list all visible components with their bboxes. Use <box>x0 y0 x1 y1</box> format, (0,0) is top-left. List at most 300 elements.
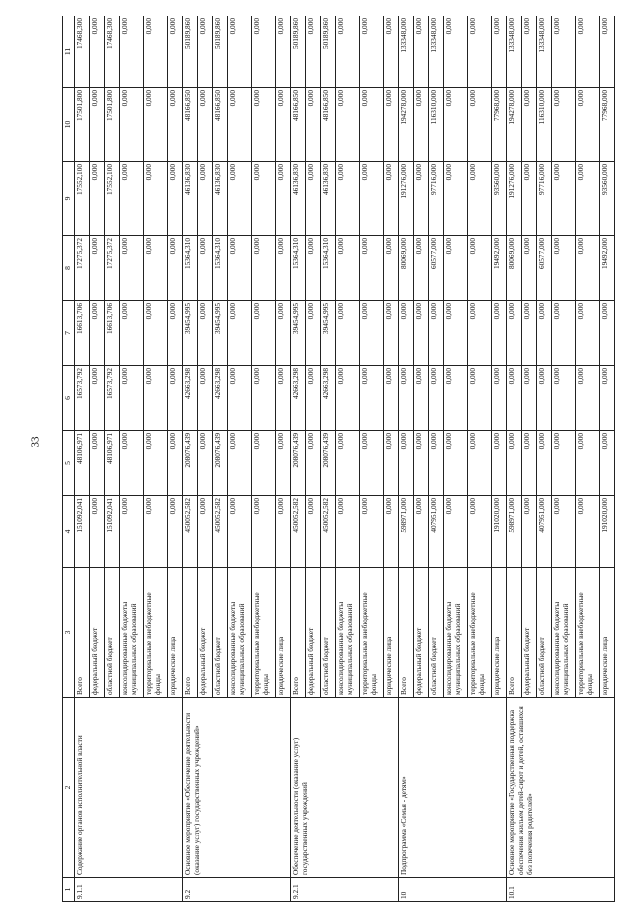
amount-cell: 48166,850 <box>321 88 336 162</box>
column-number: 7 <box>63 301 75 366</box>
amount-cell: 15364,310 <box>291 236 306 301</box>
amount-cell: 191020,000 <box>492 496 507 568</box>
amount-cell: 0,000 <box>198 88 213 162</box>
amount-cell: 0,000 <box>468 16 492 88</box>
amount-cell: 0,000 <box>306 366 321 431</box>
amount-cell: 0,000 <box>384 16 399 88</box>
amount-cell: 0,000 <box>414 366 429 431</box>
amount-cell: 0,000 <box>228 236 252 301</box>
amount-cell: 0,000 <box>552 431 576 496</box>
amount-cell: 0,000 <box>384 366 399 431</box>
amount-cell: 0,000 <box>468 236 492 301</box>
amount-cell: 450052,582 <box>291 496 306 568</box>
amount-cell: 0,000 <box>168 88 183 162</box>
funding-source: областной бюджет <box>213 568 228 698</box>
amount-cell: 208076,439 <box>291 431 306 496</box>
amount-cell: 0,000 <box>144 431 168 496</box>
amount-cell: 0,000 <box>552 236 576 301</box>
amount-cell: 15364,310 <box>213 236 228 301</box>
amount-cell: 0,000 <box>360 16 384 88</box>
amount-cell: 133348,000 <box>537 16 552 88</box>
amount-cell: 407951,000 <box>537 496 552 568</box>
amount-cell: 0,000 <box>444 431 468 496</box>
amount-cell: 0,000 <box>600 431 615 496</box>
amount-cell: 0,000 <box>576 366 600 431</box>
amount-cell: 0,000 <box>90 301 105 366</box>
amount-cell: 0,000 <box>90 366 105 431</box>
column-number: 10 <box>63 88 75 162</box>
amount-cell: 0,000 <box>90 236 105 301</box>
amount-cell: 0,000 <box>120 16 144 88</box>
amount-cell: 133348,000 <box>429 16 444 88</box>
amount-cell: 0,000 <box>120 162 144 236</box>
amount-cell: 116310,000 <box>429 88 444 162</box>
amount-cell: 80069,000 <box>399 236 414 301</box>
amount-cell: 0,000 <box>414 16 429 88</box>
amount-cell: 0,000 <box>576 88 600 162</box>
amount-cell: 0,000 <box>228 301 252 366</box>
amount-cell: 0,000 <box>276 366 291 431</box>
amount-cell: 133348,000 <box>399 16 414 88</box>
amount-cell: 151092,041 <box>75 496 90 568</box>
funding-source: федеральный бюджет <box>198 568 213 698</box>
amount-cell: 0,000 <box>252 162 276 236</box>
funding-source: юридические лица <box>384 568 399 698</box>
rotated-page <box>62 16 640 902</box>
amount-cell: 450052,582 <box>213 496 228 568</box>
amount-cell: 0,000 <box>522 431 537 496</box>
amount-cell: 77968,000 <box>492 88 507 162</box>
amount-cell: 0,000 <box>384 496 399 568</box>
amount-cell: 39454,995 <box>183 301 198 366</box>
rotated-table-wrapper <box>62 16 640 902</box>
amount-cell: 0,000 <box>414 162 429 236</box>
amount-cell: 194278,000 <box>507 88 522 162</box>
amount-cell: 77968,000 <box>600 88 615 162</box>
amount-cell: 0,000 <box>168 16 183 88</box>
amount-cell: 46136,830 <box>183 162 198 236</box>
amount-cell: 0,000 <box>336 16 360 88</box>
amount-cell: 39454,995 <box>291 301 306 366</box>
amount-cell: 0,000 <box>120 431 144 496</box>
table-row <box>75 16 90 902</box>
amount-cell: 48106,971 <box>105 431 120 496</box>
amount-cell: 0,000 <box>360 301 384 366</box>
amount-cell: 0,000 <box>399 366 414 431</box>
amount-cell: 0,000 <box>120 366 144 431</box>
amount-cell: 0,000 <box>120 301 144 366</box>
amount-cell: 0,000 <box>492 431 507 496</box>
amount-cell: 0,000 <box>600 301 615 366</box>
amount-cell: 598971,000 <box>507 496 522 568</box>
amount-cell: 0,000 <box>144 301 168 366</box>
amount-cell: 0,000 <box>468 366 492 431</box>
funding-source: территориальные внебюджетные фонды <box>252 568 276 698</box>
amount-cell: 0,000 <box>360 162 384 236</box>
amount-cell: 0,000 <box>144 236 168 301</box>
amount-cell: 42663,298 <box>213 366 228 431</box>
amount-cell: 0,000 <box>90 162 105 236</box>
table-row <box>291 16 306 902</box>
funding-source: территориальные внебюджетные фонды <box>468 568 492 698</box>
funding-source: юридические лица <box>168 568 183 698</box>
amount-cell: 133348,000 <box>507 16 522 88</box>
amount-cell: 0,000 <box>399 431 414 496</box>
amount-cell: 0,000 <box>522 496 537 568</box>
amount-cell: 42663,298 <box>183 366 198 431</box>
funding-source: консолидированные бюджеты муниципальных образований <box>444 568 468 698</box>
amount-cell: 17552,100 <box>105 162 120 236</box>
amount-cell: 0,000 <box>537 366 552 431</box>
amount-cell: 0,000 <box>198 301 213 366</box>
column-number: 6 <box>63 366 75 431</box>
funding-source: юридические лица <box>492 568 507 698</box>
amount-cell: 50189,860 <box>183 16 198 88</box>
amount-cell: 0,000 <box>576 236 600 301</box>
amount-cell: 0,000 <box>252 88 276 162</box>
amount-cell: 0,000 <box>90 431 105 496</box>
column-number: 3 <box>63 568 75 698</box>
amount-cell: 0,000 <box>168 236 183 301</box>
amount-cell: 0,000 <box>522 16 537 88</box>
amount-cell: 0,000 <box>360 431 384 496</box>
amount-cell: 0,000 <box>306 496 321 568</box>
amount-cell: 0,000 <box>228 16 252 88</box>
amount-cell: 0,000 <box>228 366 252 431</box>
amount-cell: 191276,000 <box>507 162 522 236</box>
amount-cell: 0,000 <box>276 496 291 568</box>
amount-cell: 0,000 <box>492 301 507 366</box>
funding-source: областной бюджет <box>321 568 336 698</box>
amount-cell: 46136,830 <box>321 162 336 236</box>
amount-cell: 46136,830 <box>213 162 228 236</box>
funding-source: консолидированные бюджеты муниципальных образований <box>552 568 576 698</box>
amount-cell: 0,000 <box>198 236 213 301</box>
amount-cell: 0,000 <box>492 16 507 88</box>
row-number: 9.1.1 <box>75 878 183 902</box>
amount-cell: 17275,372 <box>105 236 120 301</box>
amount-cell: 208076,439 <box>321 431 336 496</box>
amount-cell: 0,000 <box>90 16 105 88</box>
activity-name: Подпрограмма «Семья - детям» <box>399 698 507 878</box>
row-number: 9.2.1 <box>291 878 399 902</box>
amount-cell: 598971,000 <box>399 496 414 568</box>
amount-cell: 0,000 <box>384 162 399 236</box>
amount-cell: 0,000 <box>252 236 276 301</box>
amount-cell: 0,000 <box>336 366 360 431</box>
amount-cell: 0,000 <box>168 366 183 431</box>
page-number: 33 <box>29 436 42 448</box>
amount-cell: 0,000 <box>252 301 276 366</box>
amount-cell: 0,000 <box>444 366 468 431</box>
activity-name: Основное мероприятие «Обеспечение деятельности (оказание услуг) государственных учреждений» <box>183 698 291 878</box>
amount-cell: 0,000 <box>384 301 399 366</box>
amount-cell: 0,000 <box>384 88 399 162</box>
amount-cell: 17501,800 <box>75 88 90 162</box>
amount-cell: 0,000 <box>228 496 252 568</box>
amount-cell: 16613,706 <box>105 301 120 366</box>
budget-table <box>62 16 615 902</box>
column-number: 9 <box>63 162 75 236</box>
amount-cell: 0,000 <box>600 366 615 431</box>
amount-cell: 42663,298 <box>321 366 336 431</box>
amount-cell: 0,000 <box>468 431 492 496</box>
amount-cell: 450052,582 <box>183 496 198 568</box>
amount-cell: 0,000 <box>306 88 321 162</box>
amount-cell: 208076,439 <box>213 431 228 496</box>
funding-source: федеральный бюджет <box>306 568 321 698</box>
amount-cell: 407951,000 <box>429 496 444 568</box>
funding-source: консолидированные бюджеты муниципальных образований <box>228 568 252 698</box>
amount-cell: 0,000 <box>144 16 168 88</box>
amount-cell: 0,000 <box>576 162 600 236</box>
funding-source: федеральный бюджет <box>522 568 537 698</box>
amount-cell: 0,000 <box>168 431 183 496</box>
amount-cell: 191276,000 <box>399 162 414 236</box>
funding-source: юридические лица <box>276 568 291 698</box>
amount-cell: 16613,706 <box>75 301 90 366</box>
amount-cell: 0,000 <box>306 16 321 88</box>
funding-source: Всего <box>291 568 306 698</box>
amount-cell: 0,000 <box>507 366 522 431</box>
amount-cell: 0,000 <box>552 88 576 162</box>
amount-cell: 80069,000 <box>507 236 522 301</box>
amount-cell: 48166,850 <box>291 88 306 162</box>
amount-cell: 0,000 <box>522 88 537 162</box>
amount-cell: 0,000 <box>492 366 507 431</box>
amount-cell: 0,000 <box>276 301 291 366</box>
column-number: 11 <box>63 16 75 88</box>
funding-source: областной бюджет <box>429 568 444 698</box>
amount-cell: 48106,971 <box>75 431 90 496</box>
amount-cell: 0,000 <box>120 496 144 568</box>
amount-cell: 39454,995 <box>213 301 228 366</box>
amount-cell: 0,000 <box>444 236 468 301</box>
funding-source: Всего <box>507 568 522 698</box>
amount-cell: 46136,830 <box>291 162 306 236</box>
table-row <box>399 16 414 902</box>
amount-cell: 0,000 <box>120 88 144 162</box>
row-number: 10 <box>399 878 507 902</box>
funding-source: юридические лица <box>600 568 615 698</box>
amount-cell: 0,000 <box>552 366 576 431</box>
amount-cell: 0,000 <box>444 301 468 366</box>
amount-cell: 0,000 <box>507 301 522 366</box>
amount-cell: 0,000 <box>576 496 600 568</box>
amount-cell: 0,000 <box>414 88 429 162</box>
funding-source: Всего <box>399 568 414 698</box>
amount-cell: 15364,310 <box>321 236 336 301</box>
amount-cell: 0,000 <box>468 496 492 568</box>
column-number-row <box>63 16 75 902</box>
amount-cell: 0,000 <box>198 366 213 431</box>
table-row <box>183 16 198 902</box>
amount-cell: 0,000 <box>576 301 600 366</box>
amount-cell: 0,000 <box>168 162 183 236</box>
amount-cell: 0,000 <box>228 88 252 162</box>
amount-cell: 17501,800 <box>105 88 120 162</box>
row-number: 10.1 <box>507 878 615 902</box>
funding-source: Всего <box>75 568 90 698</box>
amount-cell: 0,000 <box>360 366 384 431</box>
amount-cell: 93560,000 <box>492 162 507 236</box>
amount-cell: 0,000 <box>276 162 291 236</box>
column-number: 8 <box>63 236 75 301</box>
amount-cell: 0,000 <box>414 496 429 568</box>
funding-source: областной бюджет <box>537 568 552 698</box>
column-number: 4 <box>63 496 75 568</box>
amount-cell: 0,000 <box>444 88 468 162</box>
funding-source: Всего <box>183 568 198 698</box>
amount-cell: 0,000 <box>522 366 537 431</box>
activity-name: Содержание органов исполнительной власти <box>75 698 183 878</box>
amount-cell: 60577,000 <box>537 236 552 301</box>
amount-cell: 0,000 <box>90 88 105 162</box>
amount-cell: 0,000 <box>276 431 291 496</box>
amount-cell: 0,000 <box>444 16 468 88</box>
amount-cell: 0,000 <box>552 301 576 366</box>
funding-source: консолидированные бюджеты муниципальных образований <box>336 568 360 698</box>
amount-cell: 208076,439 <box>183 431 198 496</box>
amount-cell: 0,000 <box>276 16 291 88</box>
amount-cell: 19492,000 <box>492 236 507 301</box>
amount-cell: 0,000 <box>198 431 213 496</box>
amount-cell: 0,000 <box>252 496 276 568</box>
amount-cell: 0,000 <box>414 301 429 366</box>
amount-cell: 93560,000 <box>600 162 615 236</box>
amount-cell: 17552,100 <box>75 162 90 236</box>
amount-cell: 0,000 <box>168 301 183 366</box>
amount-cell: 17468,300 <box>75 16 90 88</box>
amount-cell: 0,000 <box>507 431 522 496</box>
amount-cell: 97716,000 <box>429 162 444 236</box>
amount-cell: 48166,850 <box>183 88 198 162</box>
funding-source: консолидированные бюджеты муниципальных образований <box>120 568 144 698</box>
funding-source: областной бюджет <box>105 568 120 698</box>
amount-cell: 0,000 <box>144 88 168 162</box>
amount-cell: 0,000 <box>576 16 600 88</box>
amount-cell: 39454,995 <box>321 301 336 366</box>
activity-name: Основное мероприятие «Государственная поддержка обеспечения жильем детей-сирот и детей, оставшихся без попечения родителей» <box>507 698 615 878</box>
amount-cell: 0,000 <box>90 496 105 568</box>
amount-cell: 0,000 <box>552 16 576 88</box>
amount-cell: 0,000 <box>252 431 276 496</box>
amount-cell: 50189,860 <box>213 16 228 88</box>
amount-cell: 0,000 <box>144 366 168 431</box>
amount-cell: 0,000 <box>384 236 399 301</box>
amount-cell: 194278,000 <box>399 88 414 162</box>
amount-cell: 0,000 <box>336 236 360 301</box>
amount-cell: 0,000 <box>600 16 615 88</box>
amount-cell: 0,000 <box>198 16 213 88</box>
amount-cell: 0,000 <box>144 496 168 568</box>
amount-cell: 151092,041 <box>105 496 120 568</box>
amount-cell: 0,000 <box>306 431 321 496</box>
amount-cell: 191020,000 <box>600 496 615 568</box>
amount-cell: 97716,000 <box>537 162 552 236</box>
amount-cell: 0,000 <box>414 236 429 301</box>
funding-source: территориальные внебюджетные фонды <box>144 568 168 698</box>
amount-cell: 0,000 <box>228 162 252 236</box>
amount-cell: 0,000 <box>144 162 168 236</box>
amount-cell: 0,000 <box>399 301 414 366</box>
amount-cell: 0,000 <box>252 366 276 431</box>
amount-cell: 42663,298 <box>291 366 306 431</box>
funding-source: территориальные внебюджетные фонды <box>576 568 600 698</box>
amount-cell: 0,000 <box>522 301 537 366</box>
amount-cell: 0,000 <box>522 236 537 301</box>
amount-cell: 50189,860 <box>321 16 336 88</box>
amount-cell: 17275,372 <box>75 236 90 301</box>
amount-cell: 0,000 <box>168 496 183 568</box>
amount-cell: 0,000 <box>468 301 492 366</box>
column-number: 1 <box>63 878 75 902</box>
funding-source: территориальные внебюджетные фонды <box>360 568 384 698</box>
amount-cell: 0,000 <box>360 236 384 301</box>
amount-cell: 19492,000 <box>600 236 615 301</box>
column-number: 5 <box>63 431 75 496</box>
amount-cell: 0,000 <box>468 88 492 162</box>
amount-cell: 0,000 <box>336 88 360 162</box>
amount-cell: 0,000 <box>252 16 276 88</box>
amount-cell: 0,000 <box>276 236 291 301</box>
amount-cell: 60577,000 <box>429 236 444 301</box>
amount-cell: 0,000 <box>198 162 213 236</box>
amount-cell: 0,000 <box>336 162 360 236</box>
amount-cell: 0,000 <box>429 431 444 496</box>
amount-cell: 0,000 <box>429 301 444 366</box>
column-number: 2 <box>63 698 75 878</box>
amount-cell: 0,000 <box>537 301 552 366</box>
amount-cell: 0,000 <box>276 88 291 162</box>
amount-cell: 16573,792 <box>75 366 90 431</box>
amount-cell: 0,000 <box>228 431 252 496</box>
amount-cell: 0,000 <box>552 162 576 236</box>
amount-cell: 116310,000 <box>537 88 552 162</box>
amount-cell: 0,000 <box>336 431 360 496</box>
amount-cell: 0,000 <box>360 88 384 162</box>
amount-cell: 0,000 <box>120 236 144 301</box>
amount-cell: 0,000 <box>537 431 552 496</box>
funding-source: федеральный бюджет <box>90 568 105 698</box>
amount-cell: 15364,310 <box>183 236 198 301</box>
amount-cell: 0,000 <box>384 431 399 496</box>
amount-cell: 0,000 <box>414 431 429 496</box>
amount-cell: 0,000 <box>198 496 213 568</box>
amount-cell: 0,000 <box>444 162 468 236</box>
amount-cell: 0,000 <box>306 236 321 301</box>
amount-cell: 0,000 <box>306 162 321 236</box>
amount-cell: 48166,850 <box>213 88 228 162</box>
amount-cell: 0,000 <box>444 496 468 568</box>
amount-cell: 50189,860 <box>291 16 306 88</box>
amount-cell: 0,000 <box>360 496 384 568</box>
activity-name: Обеспечение деятельности (оказание услуг) государственных учреждений <box>291 698 399 878</box>
amount-cell: 450052,582 <box>321 496 336 568</box>
table-row <box>507 16 522 902</box>
funding-source: федеральный бюджет <box>414 568 429 698</box>
amount-cell: 0,000 <box>576 431 600 496</box>
amount-cell: 0,000 <box>336 301 360 366</box>
amount-cell: 0,000 <box>306 301 321 366</box>
amount-cell: 0,000 <box>552 496 576 568</box>
row-number: 9.2 <box>183 878 291 902</box>
amount-cell: 0,000 <box>429 366 444 431</box>
amount-cell: 17468,300 <box>105 16 120 88</box>
amount-cell: 0,000 <box>336 496 360 568</box>
amount-cell: 0,000 <box>522 162 537 236</box>
amount-cell: 16573,792 <box>105 366 120 431</box>
